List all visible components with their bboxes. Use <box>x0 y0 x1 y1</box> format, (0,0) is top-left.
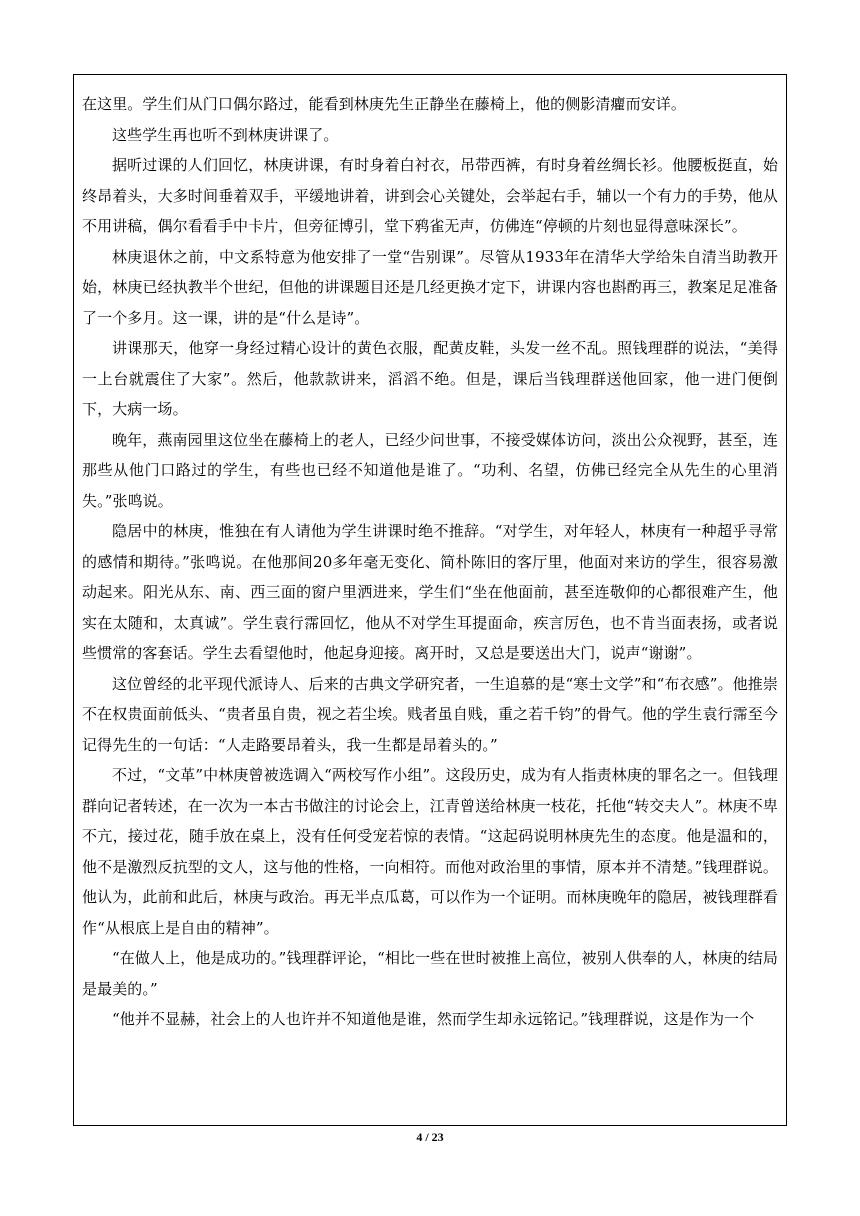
paragraph-4: 林庚退休之前，中文系特意为他安排了一堂“告别课”。尽管从1933年在清华大学给朱自清当助教开始，林庚已经执教半个世纪，但他的讲课题目还是几经更换才定下，讲课内容也斟酌再三，教案足足准备了一个多月。这一课，讲的是“什么是诗”。 <box>82 247 778 327</box>
paragraph-7: 隐居中的林庚，惟独在有人请他为学生讲课时绝不推辞。“对学生，对年轻人，林庚有一种超乎寻常的感情和期待。”张鸣说。在他那间20多年毫无变化、简朴陈旧的客厅里，他面对来访的学生，很容易激动起来。阳光从东、南、西三面的窗户里洒进来，学生们“坐在他面前，甚至连敬仰的心都很难产生，他实在太随和，太真诚”。学生袁行霈回忆，他从不对学生耳提面命，疾言厉色，也不肯当面表扬，或者说些惯常的客套话。学生去看望他时，他起身迎接。离开时，又总是要送出大门，说声“谢谢”。 <box>82 522 778 662</box>
paragraph-2: 这些学生再也听不到林庚讲课了。 <box>112 125 339 144</box>
page-frame <box>73 74 787 1126</box>
paragraph-1: 在这里。学生们从门口偶尔路过，能看到林庚先生正静坐在藤椅上，他的侧影清癯而安详。 <box>82 95 687 113</box>
paragraph-5: 讲课那天，他穿一身经过精心设计的黄色衣服，配黄皮鞋，头发一丝不乱。照钱理群的说法，“美得一上台就震住了大家”。然后，他款款讲来，滔滔不绝。但是，课后当钱理群送他回家，他一进门便倒下，大病一场。 <box>82 339 778 418</box>
paragraph-11: “他并不显赫，社会上的人也许并不知道他是谁，然而学生却永远铭记。”钱理群说，这是作为一个 <box>112 1010 755 1028</box>
paragraph-10: “在做人上，他是成功的。”钱理群评论，“相比一些在世时被推上高位，被别人供奉的人，林庚的结局是最美的。” <box>82 949 778 998</box>
page-number: 4 / 23 <box>416 1130 444 1144</box>
paragraph-3: 据听过课的人们回忆，林庚讲课，有时身着白衬衣，吊带西裤，有时身着丝绸长衫。他腰板挺直，始终昂着头，大多时间垂着双手，平缓地讲着，讲到会心关键处，会举起右手，辅以一个有力的手势，他从不用讲稿，偶尔看看手中卡片，但旁征博引，堂下鸦雀无声，仿佛连“停顿的片刻也显得意味深长”。 <box>82 156 778 235</box>
paragraph-9: 不过，“文革”中林庚曾被选调入“两校写作小组”。这段历史，成为有人指责林庚的罪名之一。但钱理群向记者转述，在一次为一本古书做注的讨论会上，江青曾送给林庚一枝花，托他“转交夫人”。林庚不卑不亢，接过花，随手放在桌上，没有任何受宠若惊的表情。“这起码说明林庚先生的态度。他是温和的，他不是激烈反抗型的文人，这与他的性格，一向相符。而他对政治里的事情，原本并不清楚。”钱理群说。他认为，此前和此后，林庚与政治。再无半点瓜葛，可以作为一个证明。而林庚晚年的隐居，被钱理群看作“从根底上是自由的精神”。 <box>82 766 778 937</box>
paragraph-6: 晚年，燕南园里这位坐在藤椅上的老人，已经少问世事，不接受媒体访问，淡出公众视野，甚至，连那些从他门口路过的学生，有些也已经不知道他是谁了。“功利、名望，仿佛已经完全从先生的心里消失。”张鸣说。 <box>82 430 778 510</box>
paragraph-8: 这位曾经的北平现代派诗人、后来的古典文学研究者，一生追慕的是“寒士文学”和“布衣感”。他推崇不在权贵面前低头、“贵者虽自贵，视之若尘埃。贱者虽自贱，重之若千钧”的骨气。他的学生袁行霈至今记得先生的一句话：“人走路要昂着头，我一生都是昂着头的。” <box>82 674 778 754</box>
